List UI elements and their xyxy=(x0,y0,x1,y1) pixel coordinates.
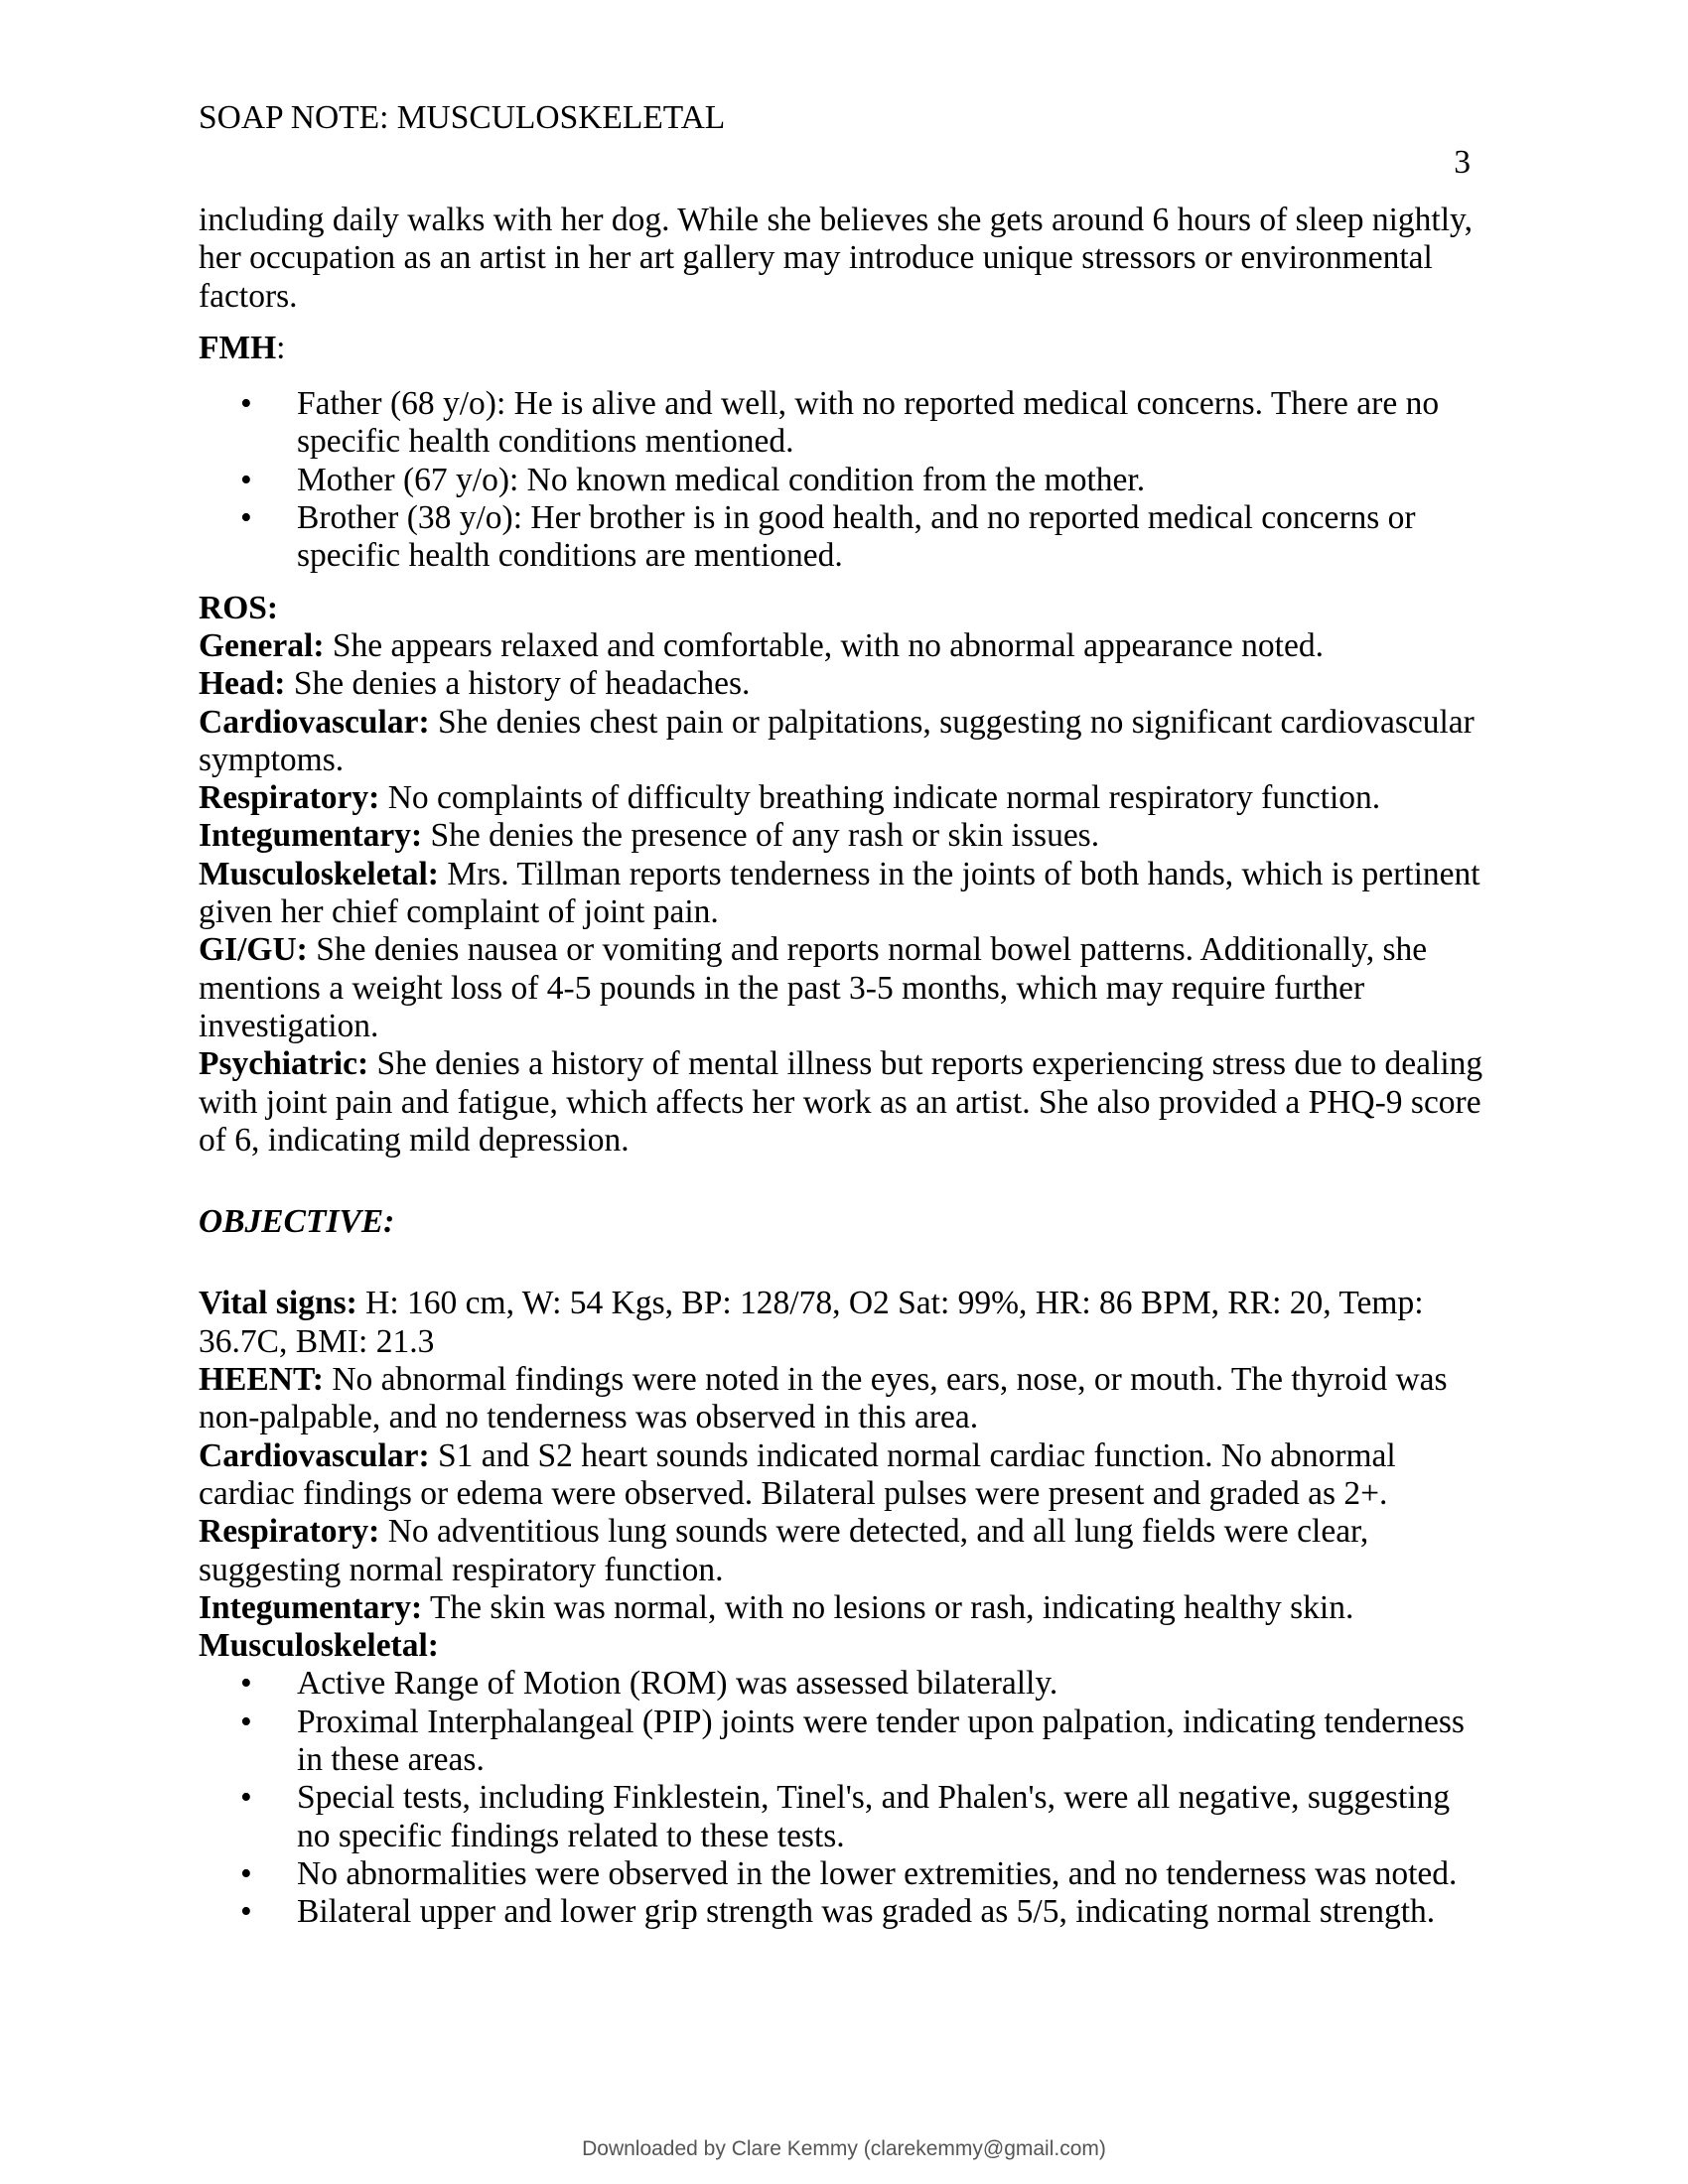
intro-paragraph: including daily walks with her dog. While she believes she gets around 6 hours of sleep nightly, her occupation as an artist in her art gallery may introduce unique stressors or environmental factors. xyxy=(199,202,1473,315)
obj-heent-text: No abnormal findings were noted in the eyes, ears, nose, or mouth. The thyroid was non-palpable, and no tenderness was observed in this area. xyxy=(199,1361,1448,1436)
obj-cardiovascular-label: Cardiovascular: xyxy=(199,1436,430,1474)
obj-vital-signs-label: Vital signs: xyxy=(199,1285,357,1322)
ros-respiratory-text: No complaints of difficulty breathing indicate normal respiratory function. xyxy=(387,779,1381,817)
fmh-item-brother: • Brother (38 y/o): Her brother is in good health, and no reported medical concerns or specific health conditions are mentioned. xyxy=(199,499,1489,576)
obj-respiratory xyxy=(199,1513,1489,1589)
musculoskeletal-list xyxy=(199,1665,1489,1931)
ros-musculoskeletal-text: Mrs. Tillman reports tenderness in the joints of both hands, which is pertinent given her chief complaint of joint pain. xyxy=(199,855,1480,931)
ros-general-text: She appears relaxed and comfortable, with no abnormal appearance noted. xyxy=(332,626,1324,664)
obj-integumentary-text: The skin was normal, with no lesions or rash, indicating healthy skin. xyxy=(429,1588,1354,1626)
obj-vital-signs xyxy=(199,1285,1489,1361)
fmh-label: FMH xyxy=(199,329,277,366)
page-content xyxy=(199,202,1489,1931)
obj-musculoskeletal-label: Musculoskeletal: xyxy=(199,1627,439,1665)
ms-item-pip: • Proximal Interphalangeal (PIP) joints were tender upon palpation, indicating tenderness in these areas. xyxy=(199,1704,1489,1780)
ros-integumentary xyxy=(199,817,1489,855)
ms-item-grip-strength: • Bilateral upper and lower grip strength was graded as 5/5, indicating normal strength. xyxy=(199,1893,1489,1931)
ros-gigu xyxy=(199,931,1489,1045)
ros-psychiatric-label: Psychiatric: xyxy=(199,1045,369,1083)
ros-psychiatric-text: She denies a history of mental illness but reports experiencing stress due to dealing with joint pain and fatigue, which affects her work as an artist. She also provided a PHQ-9 score of 6, indicating mild depression. xyxy=(199,1045,1483,1159)
ros-general xyxy=(199,627,1489,665)
obj-cardiovascular xyxy=(199,1437,1489,1514)
ros-musculoskeletal-label: Musculoskeletal: xyxy=(199,855,439,892)
obj-integumentary-label: Integumentary: xyxy=(199,1588,423,1626)
ros-label: ROS: xyxy=(199,589,279,626)
obj-respiratory-label: Respiratory: xyxy=(199,1513,380,1551)
ros-integumentary-label: Integumentary: xyxy=(199,817,423,855)
obj-heent xyxy=(199,1361,1489,1437)
running-header: SOAP NOTE: MUSCULOSKELETAL xyxy=(199,99,726,136)
ros-integumentary-text: She denies the presence of any rash or skin issues. xyxy=(430,817,1100,855)
ros-gigu-label: GI/GU: xyxy=(199,931,308,969)
fmh-heading: FMH: xyxy=(199,329,286,366)
ros-cardiovascular-text: She denies chest pain or palpitations, suggesting no significant cardiovascular symptoms. xyxy=(199,703,1475,778)
objective-heading: OBJECTIVE: xyxy=(199,1203,395,1241)
ros-head-text: She denies a history of headaches. xyxy=(293,665,751,703)
ms-item-special-tests: • Special tests, including Finklestein, Tinel's, and Phalen's, were all negative, suggesting no specific findings related to these tests. xyxy=(199,1779,1489,1855)
obj-respiratory-text: No adventitious lung sounds were detected, and all lung fields were clear, suggesting normal respiratory function. xyxy=(199,1513,1369,1588)
ros-cardiovascular-label: Cardiovascular: xyxy=(199,703,430,741)
ros-cardiovascular xyxy=(199,704,1489,780)
ros-heading xyxy=(199,590,1489,627)
page-number: 3 xyxy=(1454,144,1471,181)
ros-respiratory-label: Respiratory: xyxy=(199,779,380,817)
ros-head-label: Head: xyxy=(199,665,286,703)
obj-vital-signs-text: H: 160 cm, W: 54 Kgs, BP: 128/78, O2 Sat: 99%, HR: 86 BPM, RR: 20, Temp: 36.7C, BMI: 21.3 xyxy=(199,1285,1424,1360)
ros-general-label: General: xyxy=(199,626,325,664)
obj-heent-label: HEENT: xyxy=(199,1361,324,1399)
ros-section xyxy=(199,590,1489,1160)
objective-section xyxy=(199,1285,1489,1931)
ros-psychiatric xyxy=(199,1045,1489,1160)
obj-cardiovascular-text: S1 and S2 heart sounds indicated normal cardiac function. No abnormal cardiac findings or edema were observed. Bilateral pulses were present and graded as 2+. xyxy=(199,1436,1396,1512)
fmh-item-mother: • Mother (67 y/o): No known medical condition from the mother. xyxy=(199,462,1489,499)
ros-head xyxy=(199,665,1489,703)
download-footer: Downloaded by Clare Kemmy (clarekemmy@gmail.com) xyxy=(582,2137,1106,2160)
ros-respiratory xyxy=(199,779,1489,817)
ms-item-lower-extremities: • No abnormalities were observed in the lower extremities, and no tenderness was noted. xyxy=(199,1855,1489,1893)
ms-item-rom: • Active Range of Motion (ROM) was assessed bilaterally. xyxy=(199,1665,1489,1703)
fmh-item-father: • Father (68 y/o): He is alive and well, with no reported medical concerns. There are no specific health conditions mentioned. xyxy=(199,385,1489,462)
obj-integumentary xyxy=(199,1589,1489,1627)
ros-musculoskeletal xyxy=(199,856,1489,932)
obj-musculoskeletal-heading xyxy=(199,1627,1489,1665)
ros-gigu-text: She denies nausea or vomiting and reports normal bowel patterns. Additionally, she mentions a weight loss of 4-5 pounds in the past 3-5 months, which may require further investigation. xyxy=(199,931,1428,1044)
fmh-list xyxy=(199,385,1489,575)
